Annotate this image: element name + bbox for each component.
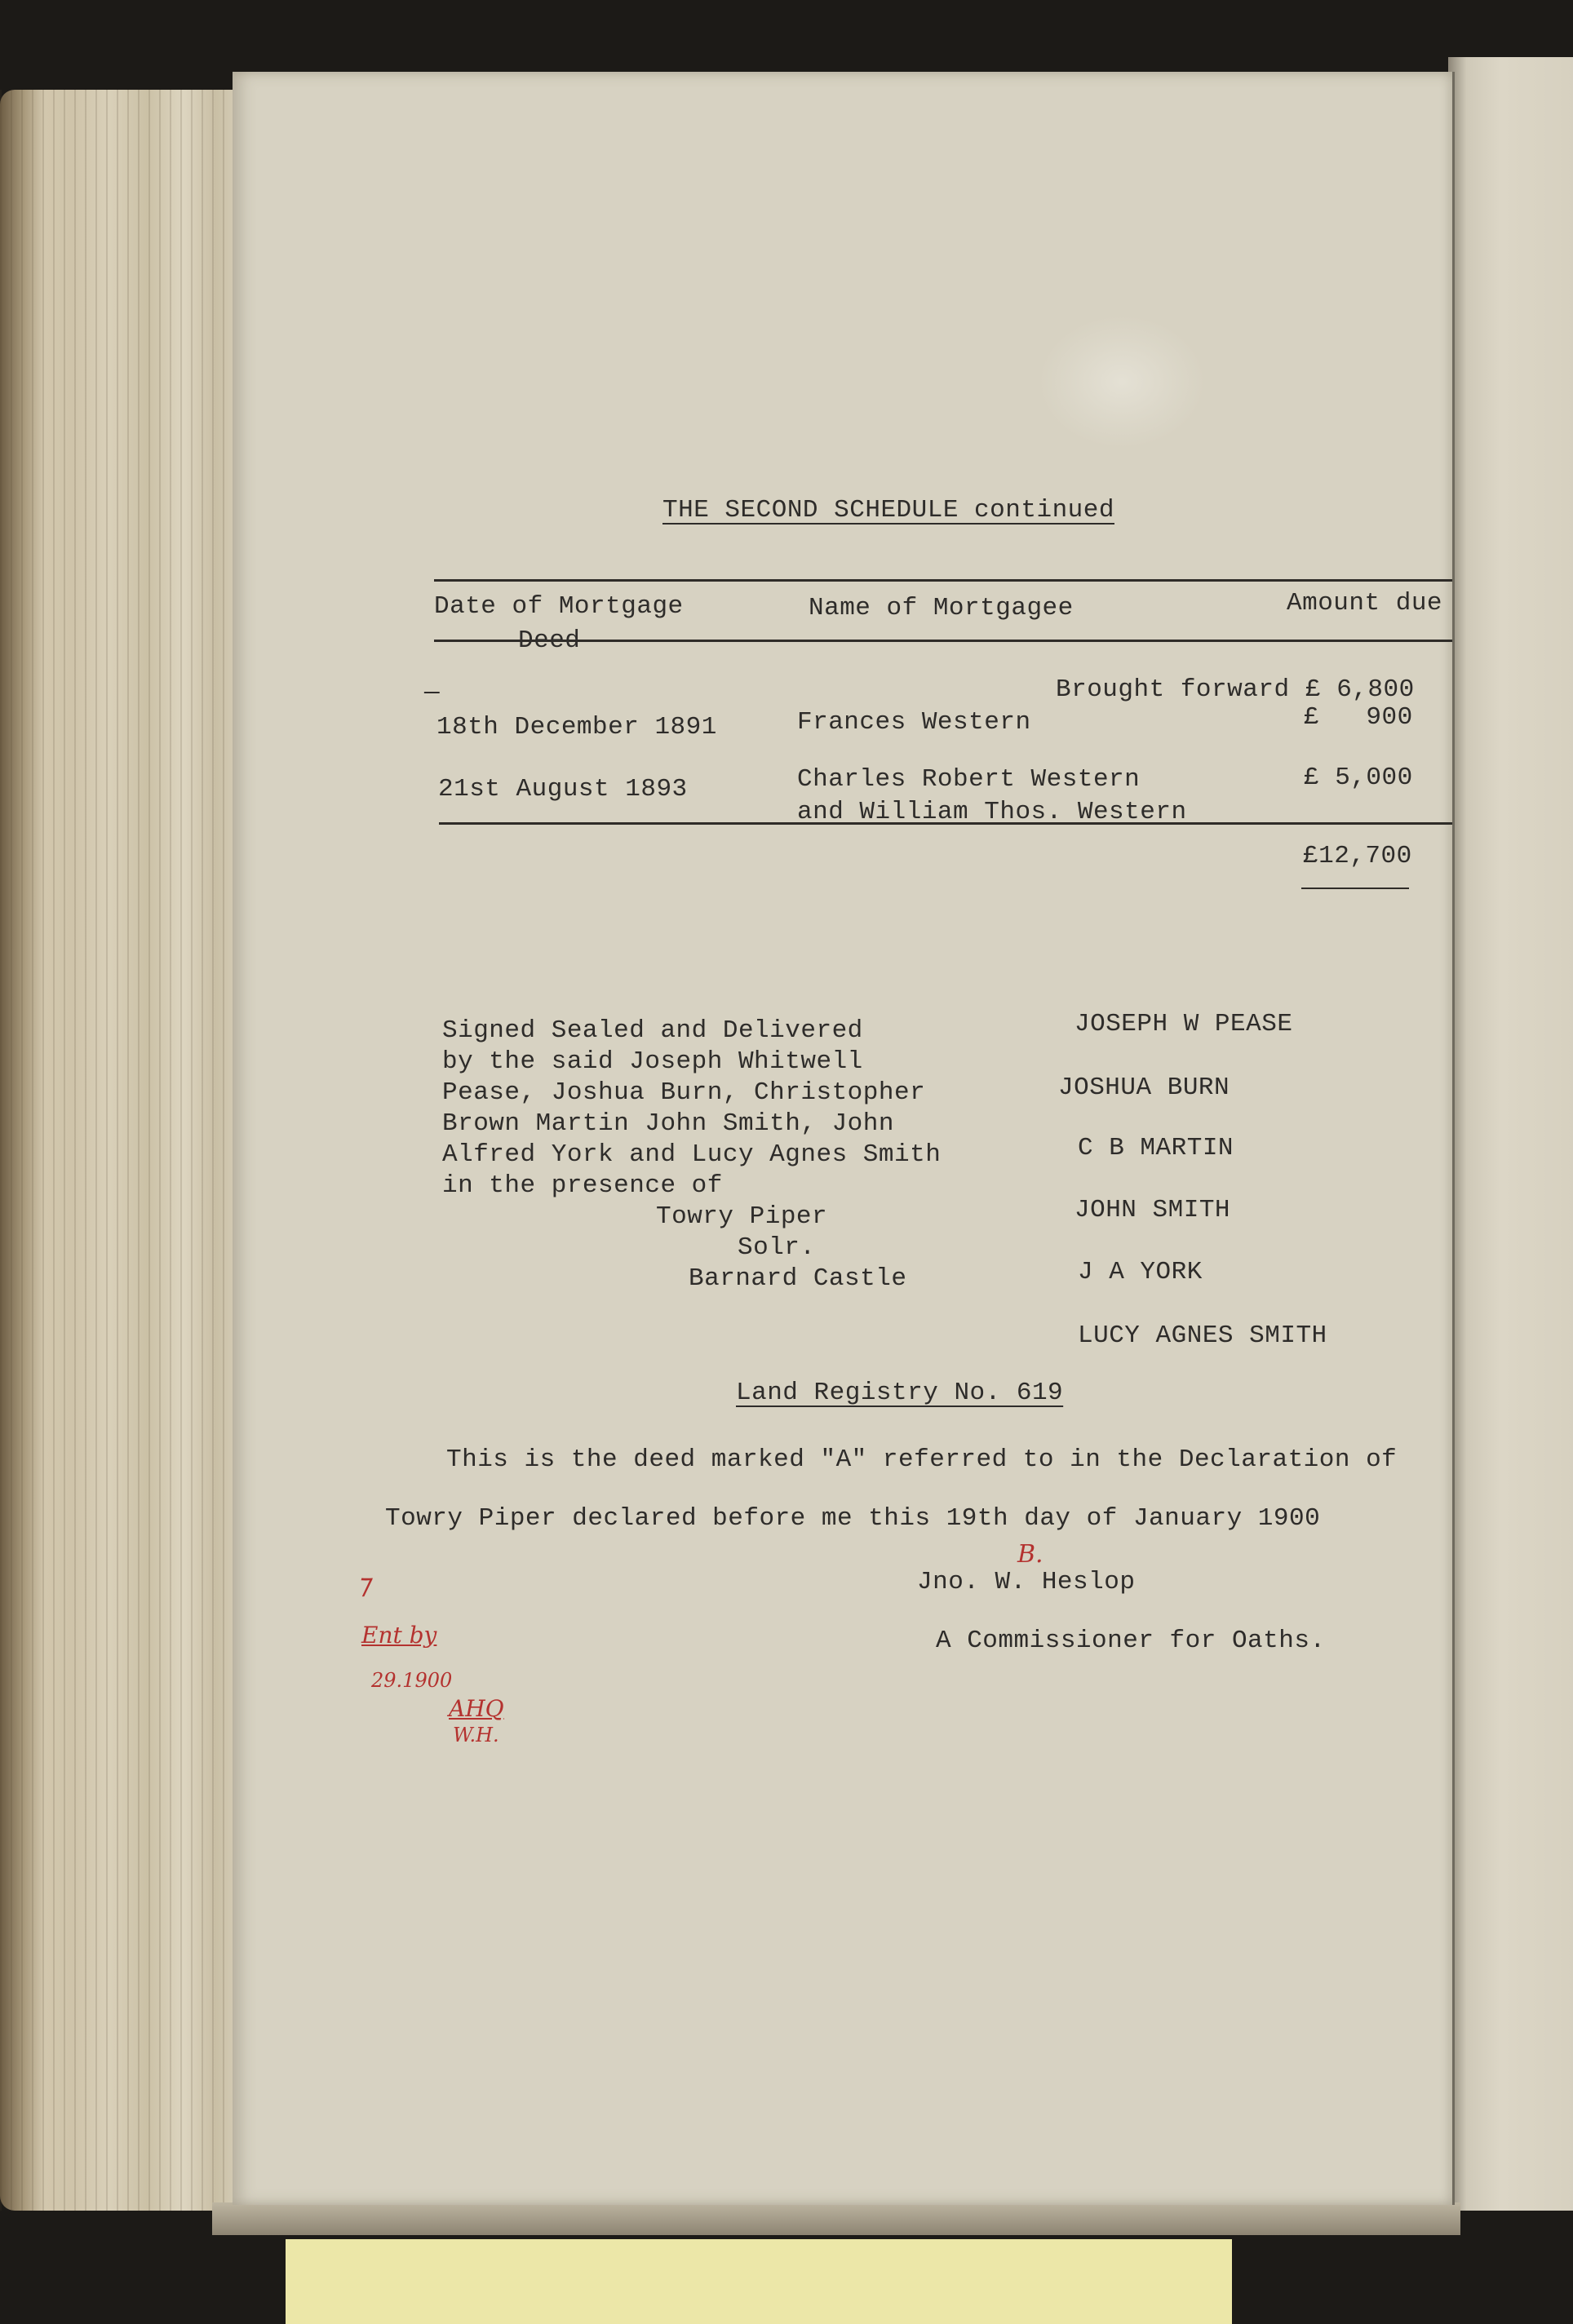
signatory-4: JOHN SMITH: [1075, 1196, 1231, 1224]
handwritten-initials-2: W.H.: [453, 1724, 499, 1746]
brought-forward-label: Brought forward: [1056, 675, 1290, 704]
execution-line-6: in the presence of: [442, 1171, 723, 1200]
row-2-date: 21st August 1893: [438, 775, 688, 803]
column-header-date: Date of Mortgage: [434, 592, 684, 621]
signatory-5: J A YORK: [1078, 1258, 1203, 1286]
row-1-name: Frances Western: [797, 708, 1031, 737]
table-top-rule: [434, 579, 1452, 582]
handwritten-date: 29.1900: [371, 1669, 453, 1692]
schedule-heading: THE SECOND SCHEDULE continued: [662, 496, 1114, 525]
right-facing-page: [1448, 57, 1573, 2211]
brought-forward-amount: £ 6,800: [1305, 675, 1415, 704]
execution-line-3: Pease, Joshua Burn, Christopher: [442, 1078, 926, 1107]
commissioner-name: Jno. W. Heslop: [917, 1568, 1136, 1596]
row-1-date: 18th December 1891: [436, 713, 717, 741]
signatory-6: LUCY AGNES SMITH: [1078, 1321, 1327, 1350]
commissioner-initial-insert: B.: [1017, 1540, 1043, 1569]
signatory-3: C B MARTIN: [1078, 1134, 1234, 1162]
row-1-amount: £ 900: [1304, 703, 1413, 732]
execution-line-5: Alfred York and Lucy Agnes Smith: [442, 1140, 942, 1169]
row-2-name-line2: and William Thos. Western: [797, 798, 1187, 826]
witness-place: Barnard Castle: [689, 1264, 907, 1293]
row-2-amount: £ 5,000: [1304, 764, 1413, 792]
bottom-page-edge: [212, 2202, 1460, 2235]
row-2-name: Charles Robert Western: [797, 765, 1141, 794]
land-registry-heading: Land Registry No. 619: [736, 1379, 1064, 1407]
column-header-name: Name of Mortgagee: [809, 594, 1074, 622]
commissioner-title: A Commissioner for Oaths.: [936, 1627, 1326, 1655]
declaration-line-2: Towry Piper declared before me this 19th day of January 1900: [385, 1504, 1321, 1533]
execution-line-1: Signed Sealed and Delivered: [442, 1016, 863, 1045]
table-header-rule: [434, 640, 1452, 642]
witness-title: Solr.: [738, 1233, 816, 1262]
schedule-total: £12,700: [1303, 842, 1412, 870]
execution-line-4: Brown Martin John Smith, John: [442, 1109, 894, 1138]
column-header-date-deed: Deed: [518, 626, 581, 655]
signatory-2: JOSHUA BURN: [1058, 1073, 1230, 1102]
embossed-seal: [1040, 317, 1203, 447]
margin-dash: —: [424, 679, 441, 707]
document-page: [233, 72, 1455, 2205]
declaration-line-1: This is the deed marked "A" referred to in the Declaration of: [446, 1445, 1398, 1474]
handwritten-mark: ⁊: [357, 1568, 370, 1600]
execution-line-2: by the said Joseph Whitwell: [442, 1047, 863, 1076]
handwritten-entered-by: Ent by: [361, 1622, 437, 1649]
yellow-tab-paper: [286, 2239, 1232, 2324]
total-rule: [1301, 888, 1409, 889]
signatory-1: JOSEPH W PEASE: [1075, 1010, 1293, 1038]
witness-name: Towry Piper: [656, 1202, 828, 1231]
left-page-stack: [0, 90, 245, 2211]
column-header-amount: Amount due: [1287, 589, 1443, 618]
handwritten-initials-1: AHQ: [449, 1695, 504, 1722]
